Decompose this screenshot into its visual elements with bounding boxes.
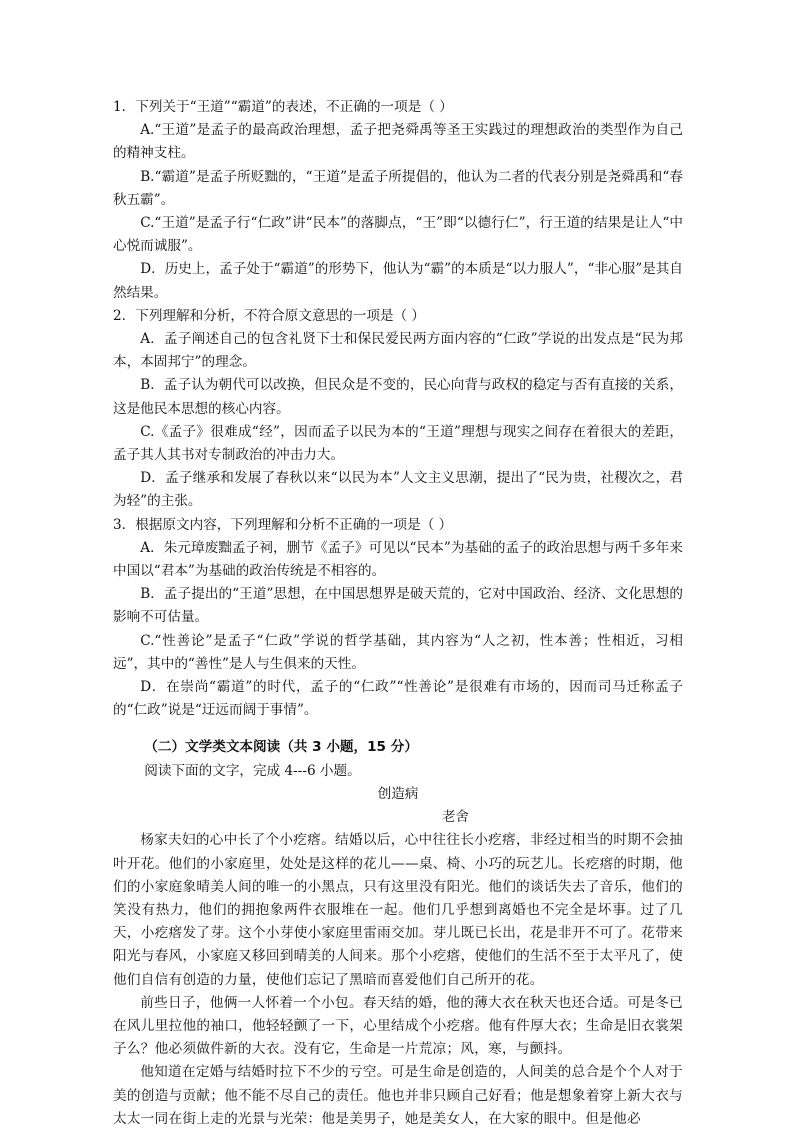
question-1-option-b: B.“霸道”是孟子所贬黜的，“王道”是孟子所提倡的，他认为二者的代表分别是尧舜禹和“春秋五霸”。: [113, 168, 683, 208]
question-1-option-c: C.“王道”是孟子行“仁政”讲“民本”的落脚点，“王”即“以德行仁”，行王道的结果是让人“中心悦而诚服”。: [113, 215, 683, 255]
section-intro: 阅读下面的文字，完成 4---6 小题。: [144, 762, 361, 779]
question-2-option-b: B．孟子认为朝代可以改换，但民众是不变的，民心向背与政权的稳定与否有直接的关系，这是他民本思想的核心内容。: [113, 377, 683, 417]
story-paragraph-1: 杨家夫妇的心中长了个小疙瘩。结婚以后，心中往往长小疙瘩，非经过相当的时期不会抽叶开花。他们的小家庭里，处处是这样的花儿——桌、椅、小巧的玩艺儿。长疙瘩的时期，他们的小家庭象晴美人间的唯一的小黑点，只有这里没有阳光。他们的谈话失去了音乐，他们的笑没有热力，他们的拥抱象两件衣服堆在一起。他们几乎想到离婚也不完全是坏事。过了几天，小疙瘩发了芽。这个小芽使小家庭里雷雨交加。芽儿既已长出，花是非开不可了。花带来阳光与春风，小家庭又移回到晴美的人间来。那个小疙瘩，使他们的生活不至于太平凡了，使他们自信有创造的力量，使他们忘记了黑暗而喜爱他们自己所开的花。: [113, 832, 683, 988]
page-content: [113, 96, 683, 1131]
question-1-option-a: A.“王道”是孟子的最高政治理想，孟子把尧舜禹等圣王实践过的理想政治的类型作为自己的精神支柱。: [113, 122, 683, 162]
question-2: [113, 305, 683, 514]
question-2-option-a: A．孟子阐述自己的包含礼贤下士和保民爱民两方面内容的“仁政”学说的出发点是“民为邦本，本固邦宁”的理念。: [113, 331, 683, 371]
question-3: [113, 514, 683, 723]
story-paragraph-2: 前些日子，他俩一人怀着一个小包。春天结的婚，他的薄大衣在秋天也还合适。可是冬已在风儿里拉他的袖口，他轻轻颤了一下，心里结成个小疙瘩。他有件厚大衣；生命是旧衣裳架子么？他必须做件新的大衣。没有它，生命是一片荒凉；风，寒，与颤抖。: [113, 994, 683, 1058]
question-2-stem: 2．下列理解和分析，不符合原文意思的一项是（ ）: [113, 307, 426, 324]
section-title: （二）文学类文本阅读（共 3 小题，15 分）: [144, 739, 418, 756]
story-title: 创造病: [377, 785, 419, 802]
question-3-option-c: C.“性善论”是孟子“仁政”学说的哲学基础，其内容为“人之初，性本善；性相近，习相远”，其中的“善性”是人与生俱来的天性。: [113, 632, 683, 672]
question-2-option-c: C.《孟子》很难成“经”，因而孟子以民为本的“王道”理想与现实之间存在着很大的差距，孟子其人其书对专制政治的冲击力大。: [113, 423, 683, 464]
story-author: 老舍: [441, 809, 469, 826]
question-1: [113, 96, 683, 305]
question-3-option-b: B．孟子提出的“王道”思想，在中国思想界是破天荒的，它对中国政治、经济、文化思想的影响不可估量。: [113, 586, 683, 626]
question-2-option-d: D．孟子继承和发展了春秋以来“以民为本”人文主义思潮，提出了“民为贵，社稷次之，君为轻”的主张。: [113, 470, 683, 510]
question-1-stem: 1．下列关于“王道”“霸道”的表述，不正确的一项是（ ）: [113, 99, 453, 115]
question-3-stem: 3．根据原文内容，下列理解和分析不正确的一项是（ ）: [113, 516, 453, 533]
question-3-option-d: D．在崇尚“霸道”的时代，孟子的“仁政”“性善论”是很难有市场的，因而司马迁称孟子的“仁政”说是“迂远而阔于事情”。: [113, 679, 683, 719]
story-paragraph-3: 他知道在定婚与结婚时拉下不少的亏空。可是生命是创造的，人间美的总合是个个人对于美的创造与贡献；他不能不尽自己的责任。他也并非只顾自己好看；他是想象着穿上新大衣与太太一同在街上走的光景与光荣：他是美男子，她是美女人，在大家的眼中。但是他必: [113, 1064, 683, 1127]
question-3-option-a: A．朱元璋废黜孟子祠，删节《孟子》可见以“民本”为基础的孟子的政治思想与两千多年来中国以“君本”为基础的政治传统是不相容的。: [113, 539, 683, 580]
question-1-option-d: D．历史上，孟子处于“霸道”的形势下，他认为“霸”的本质是“以力服人”，“非心服”是其自然结果。: [113, 261, 683, 301]
